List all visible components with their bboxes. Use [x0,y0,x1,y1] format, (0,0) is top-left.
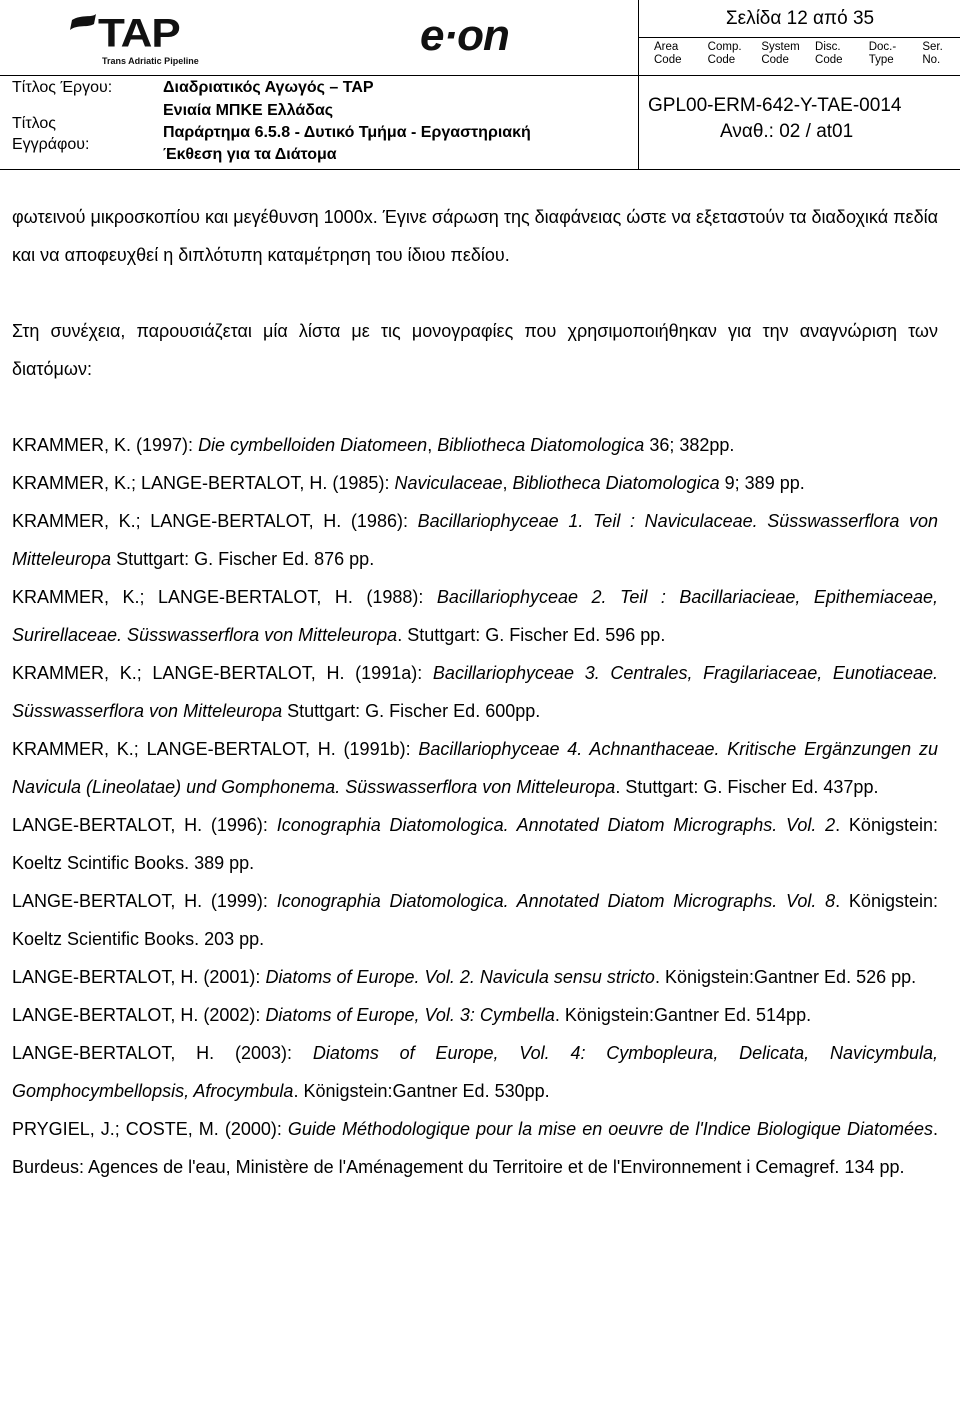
reference-year: (1999): [202,891,277,911]
header-divider [638,76,639,169]
reference-year: (2000): [218,1119,288,1139]
tap-logo-subtitle: Trans Adriatic Pipeline [102,56,199,66]
reference-title: Bacillariophyceae 2. Teil : Bacillariacieae, Epithemiaceae, Surirellaceae. Süsswasserflora von Mitteleuropa [12,587,938,645]
reference-year: (1991b): [335,739,419,759]
reference-end: 9; 389 pp. [719,473,805,493]
reference-rest: , [502,473,513,493]
code-label: Ser. [922,41,943,53]
code-cell-area [639,37,693,75]
reference-title: Iconographia Diatomologica. Annotated Diatom Micrographs. Vol. 2 [276,815,836,835]
document-id: GPL00-ERM-642-Y-TAE-0014 [648,95,902,116]
reference-rest: . Königstein: Koeltz Scintific Books. 389 pp. [12,815,938,873]
tap-flame-icon [68,12,98,52]
reference-authors: LANGE-BERTALOT, H. [12,1043,215,1063]
code-label: Code [654,54,682,66]
reference-end: 36; 382pp. [644,435,735,455]
reference-authors: PRYGIEL, J.; COSTE, M. [12,1119,219,1139]
reference-rest: . Königstein:Gantner Ed. 530pp. [293,1081,550,1101]
code-cell-serno [907,37,960,75]
code-label: No. [922,54,941,66]
reference-year: (2002): [198,1005,266,1025]
code-columns [638,37,960,75]
reference-entry [12,882,938,958]
reference-entry [12,426,938,464]
reference-entry [12,996,938,1034]
eon-logo: e·on [420,11,509,60]
reference-title: Die cymbelloiden Diatomeen [198,435,428,455]
reference-series: Bibliotheca Diatomologica [512,473,720,493]
reference-authors: KRAMMER, K.; LANGE-BERTALOT, H. [12,473,328,493]
reference-rest: . Königstein: Koeltz Scientific Books. 203 pp. [12,891,938,949]
revision: Αναθ.: 02 / at01 [720,121,854,142]
reference-year: (2003): [214,1043,313,1063]
reference-year: (1996): [202,815,277,835]
tap-logo-text: TAP [98,11,180,56]
project-title: Διαδριατικός Αγωγός – TAP [163,79,374,96]
title-band [0,75,960,170]
code-cell-comp [693,37,747,75]
reference-rest: . Burdeus: Agences de l'eau, Ministère de l'Aménagement du Territoire et de l'Environnement i Cemagref. 134 pp. [12,1119,938,1177]
reference-authors: KRAMMER, K.; LANGE-BERTALOT, H. [12,511,342,531]
code-label: Type [868,54,894,66]
reference-title: Iconographia Diatomologica. Annotated Diatom Micrographs. Vol. 8 [276,891,836,911]
code-label: System [761,41,800,53]
reference-title: Guide Méthodologique pour la mise en oeuvre de l'Indice Biologique Diatomées [287,1119,933,1139]
document-header [0,0,960,168]
tap-logo [72,6,256,66]
reference-entry [12,502,938,578]
reference-authors: LANGE-BERTALOT, H. [12,967,199,987]
reference-rest: . Königstein:Gantner Ed. 526 pp. [654,967,917,987]
code-cell-system [746,37,800,75]
reference-entry [12,1110,938,1186]
reference-year: (1997): [131,435,199,455]
doc-title-line-3: Έκθεση για τα Διάτομα [163,146,337,163]
doc-title-line-1: Ενιαία ΜΠΚΕ Ελλάδας [163,102,334,119]
reference-rest: Stuttgart: G. Fischer Ed. 876 pp. [111,549,375,569]
reference-entry [12,806,938,882]
reference-authors: KRAMMER, K. [12,435,132,455]
reference-authors: LANGE-BERTALOT, H. [12,1005,199,1025]
reference-title: Bacillariophyceae 3. Centrales, Fragilariaceae, Eunotiaceae. Süsswasserflora von Mitteleuropa [12,663,938,721]
doc-title-label: Τίτλος [12,115,57,132]
reference-entry [12,730,938,806]
logo-area [0,0,638,75]
project-label: Τίτλος Έργου: [12,79,113,96]
reference-year: (1988): [352,587,437,607]
paragraph-intro-list: Στη συνέχεια, παρουσιάζεται μία λίστα με τις μονογραφίες που χρησιμοποιήθηκαν για την αναγνώριση των διατόμων: [12,321,938,379]
reference-year: (1991a): [344,663,433,683]
page-number: Σελίδα 12 από 35 [638,0,960,38]
reference-entry [12,578,938,654]
paragraph-methods: φωτεινού μικροσκοπίου και μεγέθυνση 1000x. Έγινε σάρωση της διαφάνειας ώστε να εξεταστούν τα διαδοχικά πεδία και να αποφευχθεί η διπλότυπη καταμέτρηση του ίδιου πεδίου. [12,207,938,265]
reference-title: Diatoms of Europe, Vol. 4: Cymbopleura, Delicata, Navicymbula, Gomphocymbellopsis, Afrocymbula [12,1043,938,1101]
reference-title: Diatoms of Europe. Vol. 2. Navicula sensu stricto [265,967,655,987]
reference-year: (1986): [341,511,418,531]
reference-rest: . Stuttgart: G. Fischer Ed. 596 pp. [397,625,666,645]
code-label: Code [761,54,789,66]
reference-entry [12,464,938,502]
reference-title: Naviculaceae [394,473,503,493]
reference-authors: KRAMMER, K.; LANGE-BERTALOT, H. [12,663,345,683]
doc-title-label-2: Εγγράφου: [12,136,90,153]
reference-rest: Stuttgart: G. Fischer Ed. 600pp. [282,701,541,721]
reference-year: (2001): [198,967,266,987]
code-label: Comp. [707,41,742,53]
reference-rest: , [427,435,438,455]
reference-entry [12,654,938,730]
reference-title: Bacillariophyceae 4. Achnanthaceae. Kritische Ergänzungen zu Navicula (Lineolatae) und Gomphonema. Süsswasserflora von Mitteleuropa [12,739,938,797]
reference-title: Bacillariophyceae 1. Teil : Naviculaceae. Süsswasserflora von Mitteleuropa [12,511,938,569]
code-cell-doctype [854,37,908,75]
reference-authors: LANGE-BERTALOT, H. [12,815,203,835]
code-label: Area [654,41,679,53]
page-content [12,198,938,1186]
reference-entry [12,958,938,996]
reference-entry [12,1034,938,1110]
reference-authors: LANGE-BERTALOT, H. [12,891,203,911]
code-label: Code [815,54,843,66]
code-label: Doc.- [868,41,897,53]
reference-rest: . Stuttgart: G. Fischer Ed. 437pp. [615,777,879,797]
code-cell-disc [800,37,854,75]
reference-authors: KRAMMER, K.; LANGE-BERTALOT, H. [12,739,336,759]
reference-rest: . Königstein:Gantner Ed. 514pp. [554,1005,812,1025]
code-label: Code [707,54,736,66]
reference-list [12,426,938,1186]
reference-series: Bibliotheca Diatomologica [437,435,645,455]
reference-authors: KRAMMER, K.; LANGE-BERTALOT, H. [12,587,353,607]
code-label: Disc. [815,41,841,53]
reference-year: (1985): [327,473,395,493]
doc-title-line-2: Παράρτημα 6.5.8 - Δυτικό Τμήμα - Εργαστηριακή [163,124,531,141]
reference-title: Diatoms of Europe, Vol. 3: Cymbella [265,1005,555,1025]
